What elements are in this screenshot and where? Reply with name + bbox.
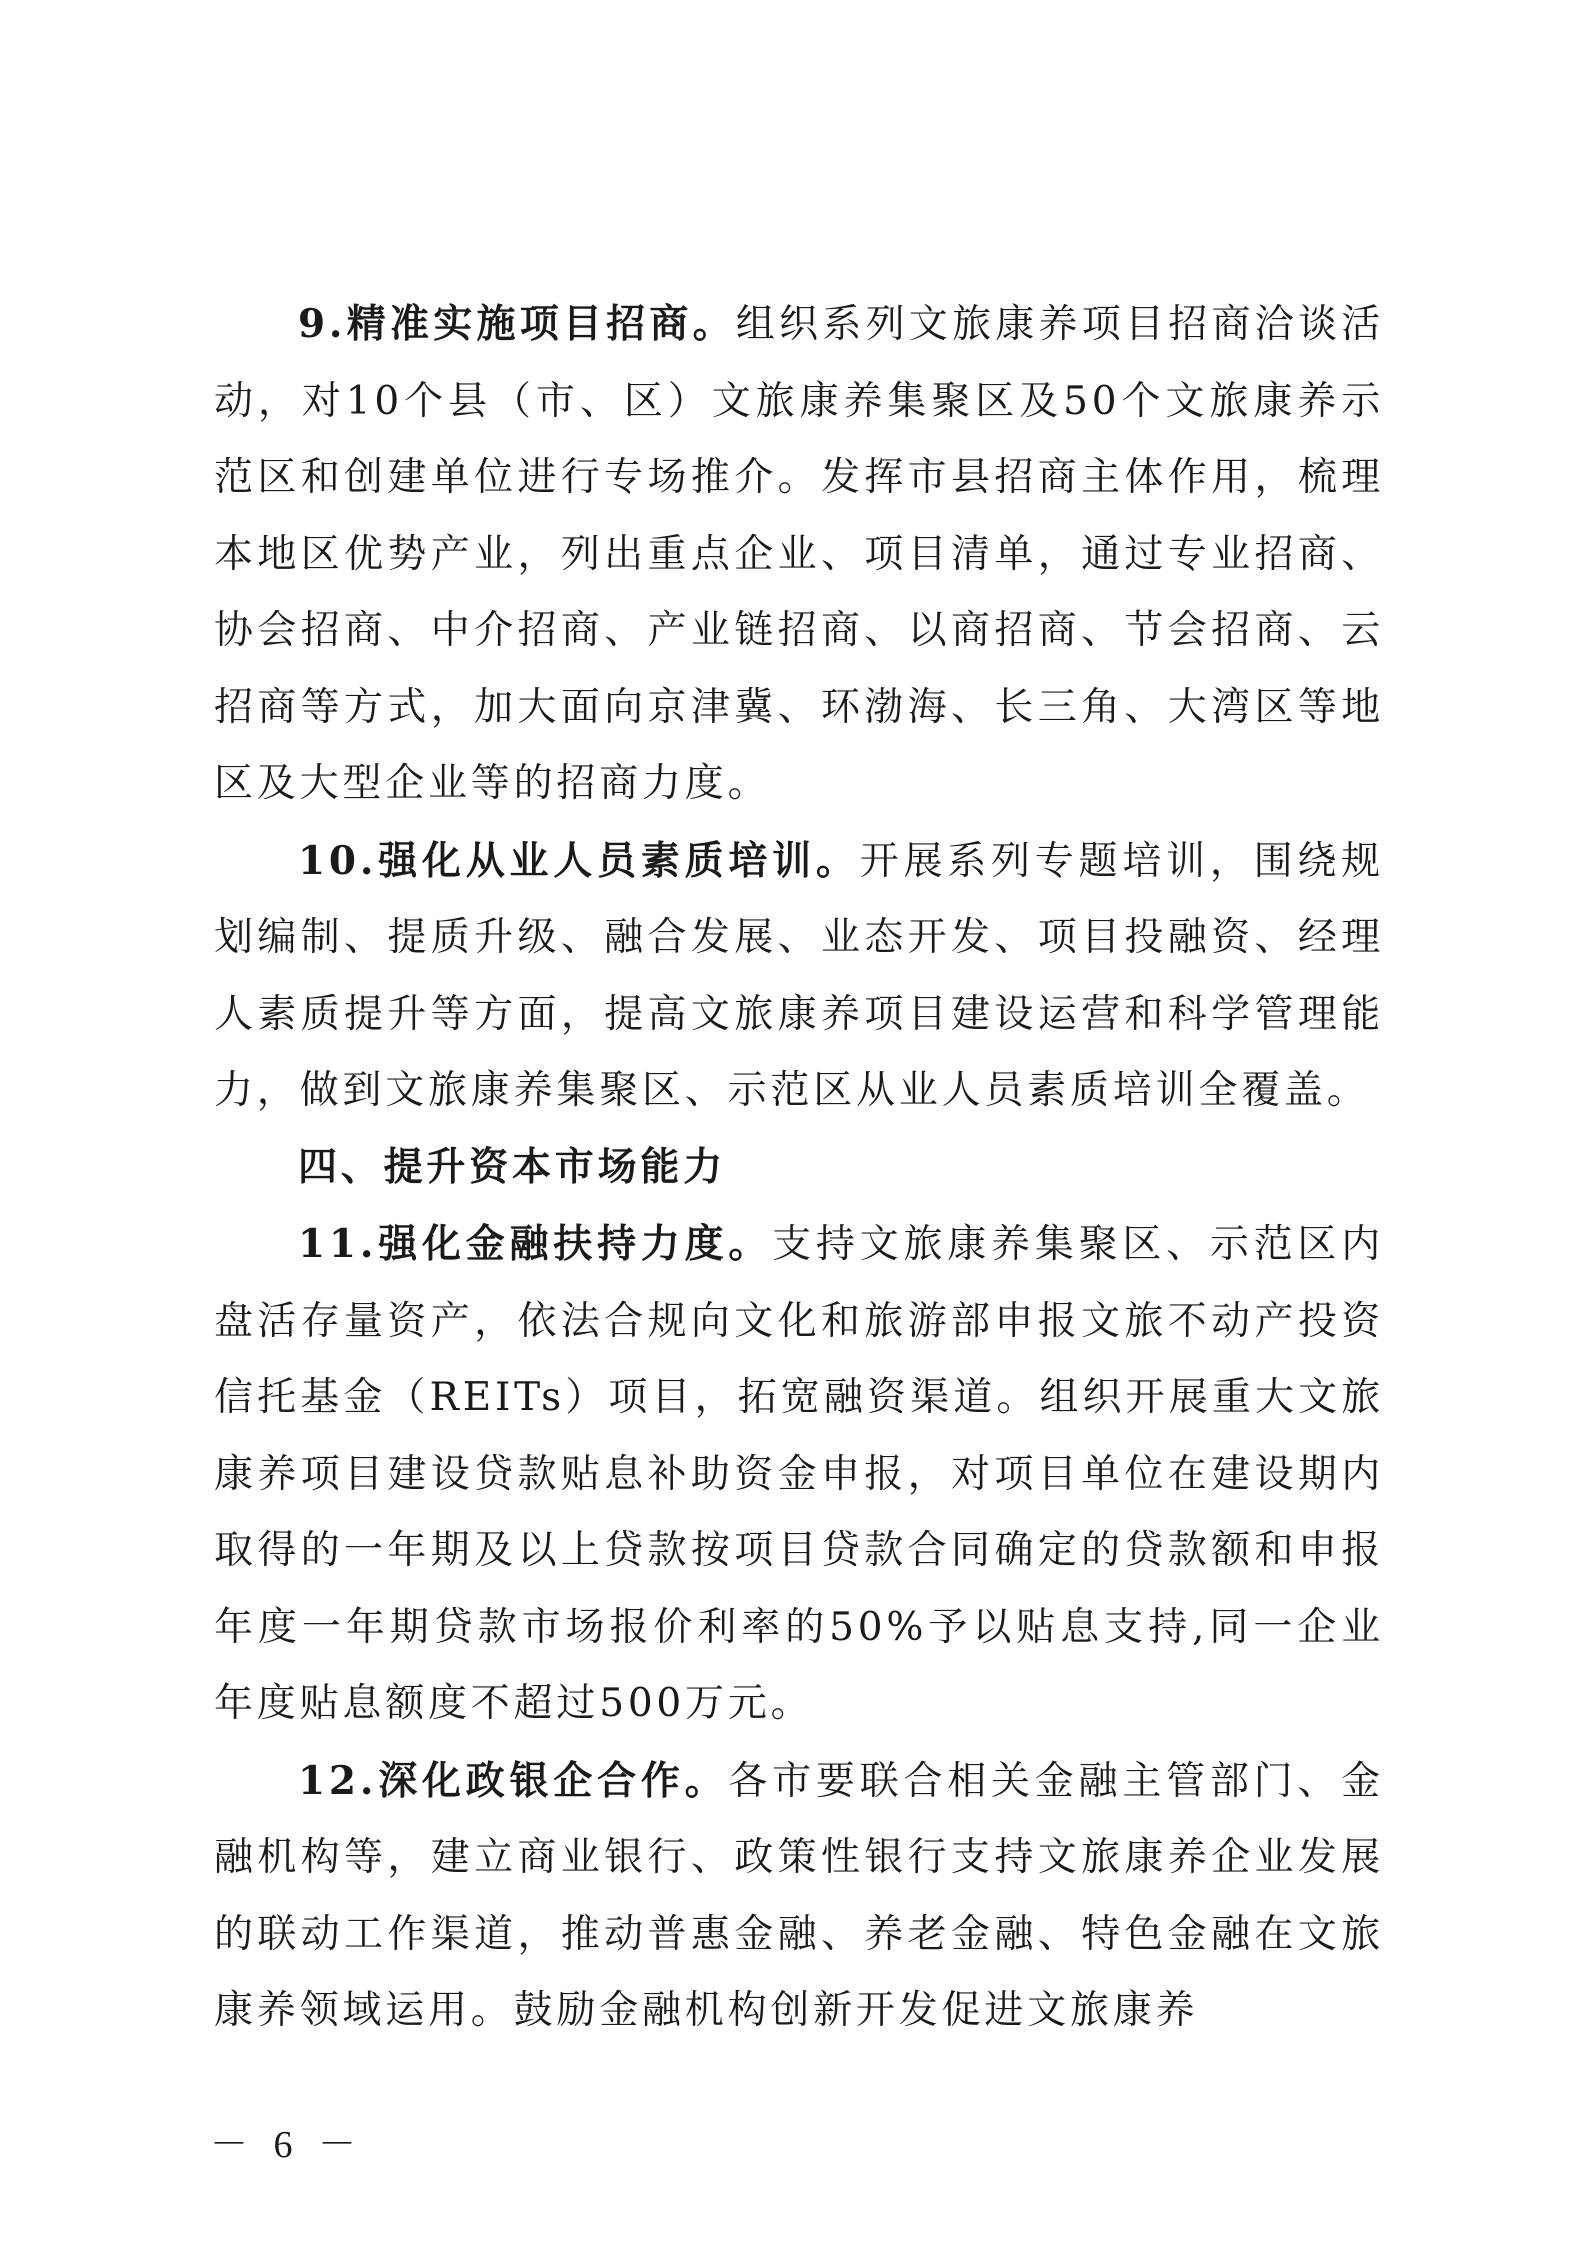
item-11-title: 11.强化金融扶持力度。	[298, 1221, 773, 1267]
section-heading: 四、提升资本市场能力	[298, 1144, 727, 1190]
item-12-title: 12.深化政银企合作。	[298, 1757, 729, 1804]
paragraph-item-11	[214, 1206, 1384, 1743]
item-9-title: 9.精准实施项目招商。	[298, 301, 736, 347]
item-9-text: 组织系列文旅康养项目招商洽谈活动，对10个县（市、区）文旅康养集聚区及50个文旅康养示范区和创建单位进行专场推介。发挥市县招商主体作用，梳理本地区优势产业，列出重点企业、项目清单，通过专业招商、协会招商、中介招商、产业链招商、以商招商、节会招商、云招商等方式，加大面向京津冀、环渤海、长三角、大湾区等地区及大型企业等的招商力度。	[214, 302, 1384, 806]
paragraph-item-12	[214, 1743, 1384, 2050]
document-body	[214, 286, 1384, 2050]
paragraph-item-10	[214, 823, 1384, 1130]
page-number: － 6 －	[210, 2124, 365, 2166]
item-10-text: 开展系列专题培训，围绕规划编制、提质升级、融合发展、业态开发、项目投融资、经理人素质提升等方面，提高文旅康养项目建设运营和科学管理能力，做到文旅康养集聚区、示范区从业人员素质培训全覆盖。	[214, 838, 1384, 1113]
item-11-text: 支持文旅康养集聚区、示范区内盘活存量资产，依法合规向文化和旅游部申报文旅不动产投资信托基金（REITs）项目，拓宽融资渠道。组织开展重大文旅康养项目建设贷款贴息补助资金申报，对项目单位在建设期内取得的一年期及以上贷款按项目贷款合同确定的贷款额和申报年度一年期贷款市场报价利率的50%予以贴息支持,同一企业年度贴息额度不超过500万元。	[214, 1222, 1385, 1726]
item-10-title: 10.强化从业人员素质培训。	[298, 837, 860, 884]
paragraph-item-9	[214, 286, 1384, 823]
item-12-text: 各市要联合相关金融主管部门、金融机构等，建立商业银行、政策性银行支持文旅康养企业发展的联动工作渠道，推动普惠金融、养老金融、特色金融在文旅康养领域运用。鼓励金融机构创新开发促进文旅康养	[214, 1758, 1384, 2033]
